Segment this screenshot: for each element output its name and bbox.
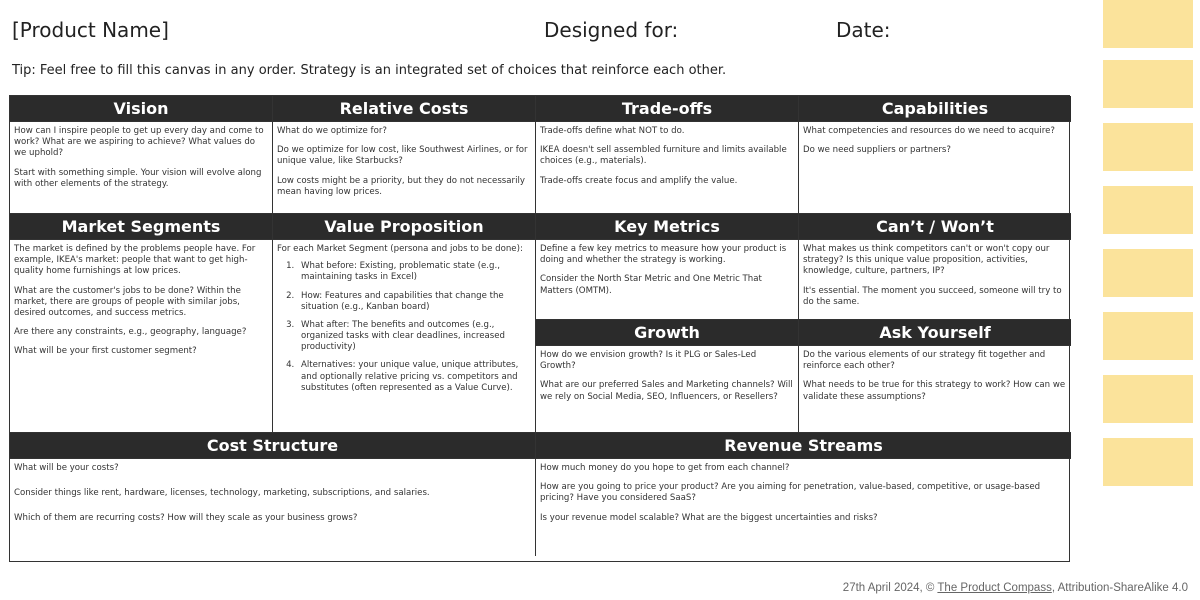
trade-offs-text: Trade-offs create focus and amplify the value. (540, 175, 738, 186)
trade-offs-title: Trade-offs (536, 96, 799, 122)
relative-costs-text: Low costs might be a priority, but they do not necessarily mean having low prices. (277, 175, 525, 197)
vision-body[interactable] (10, 122, 273, 214)
value-proposition-item: 4. Alternatives: your unique value, unique attributes, and optionally relative pricing vs. competitors and substitutes (often represented as a Value Curve). (297, 360, 531, 394)
value-proposition-item: 1. What before: Existing, problematic state (e.g., maintaining tasks in Excel) (297, 261, 531, 283)
sticky-note[interactable] (1103, 249, 1193, 297)
capabilities-title: Capabilities (799, 96, 1071, 122)
trade-offs-text: IKEA doesn't sell assembled furniture and limits available choices (e.g., materials). (540, 145, 787, 167)
date-label: Date: (836, 18, 891, 42)
copyright-symbol: © (925, 582, 935, 594)
growth-body[interactable] (536, 346, 799, 433)
cant-wont-text: What makes us think competitors can't or won't copy our strategy? Is this unique value proposition, activities, knowledge, culture, partners, IP? (803, 244, 1050, 277)
sticky-note[interactable] (1103, 375, 1193, 423)
key-metrics-text: Consider the North Star Metric and One Metric That Matters (OMTM). (540, 274, 762, 296)
growth-text: How do we envision growth? Is it PLG or Sales-Led Growth? (540, 350, 757, 372)
relative-costs-text: Do we optimize for low cost, like Southwest Airlines, or for unique value, like Starbucks? (277, 145, 528, 167)
footer-date: 27th April 2024, (842, 582, 923, 594)
growth-title: Growth (536, 320, 799, 346)
cant-wont-text: It's essential. The moment you succeed, someone will try to do the same. (803, 285, 1062, 307)
cost-structure-text: Which of them are recurring costs? How will they scale as your business grows? (14, 513, 358, 524)
key-metrics-text: Define a few key metrics to measure how your product is doing and whether the strategy is working. (540, 244, 787, 266)
value-proposition-list (277, 261, 531, 394)
tip-text: Tip: Feel free to fill this canvas in any order. Strategy is an integrated set of choices that reinforce each other. (12, 63, 727, 78)
sticky-note[interactable] (1103, 60, 1193, 108)
market-segments-title: Market Segments (10, 214, 273, 240)
market-segments-text: The market is defined by the problems people have. For example, IKEA's market: people that want to get high-quality home furnishings at low prices. (14, 244, 256, 277)
sticky-note[interactable] (1103, 123, 1193, 171)
sticky-note[interactable] (1103, 0, 1193, 48)
cost-structure-body[interactable] (10, 459, 536, 556)
value-proposition-body[interactable] (273, 240, 536, 433)
footer-attribution (843, 582, 1188, 594)
capabilities-text: Do we need suppliers or partners? (803, 145, 951, 156)
market-segments-body[interactable] (10, 240, 273, 433)
value-proposition-item: 2. How: Features and capabilities that change the situation (e.g., Kanban board) (297, 291, 531, 313)
market-segments-text: What will be your first customer segment? (14, 346, 197, 357)
revenue-streams-body[interactable] (536, 459, 1071, 556)
relative-costs-body[interactable] (273, 122, 536, 214)
trade-offs-body[interactable] (536, 122, 799, 214)
vision-title: Vision (10, 96, 273, 122)
vision-text: How can I inspire people to get up every day and come to work? What are we aspiring to achieve? What values do we uphold? (14, 126, 264, 159)
sticky-note[interactable] (1103, 312, 1193, 360)
product-compass-link[interactable]: The Product Compass (937, 582, 1052, 594)
footer-license: , Attribution-ShareAlike 4.0 (1051, 582, 1188, 594)
vision-text: Start with something simple. Your vision will evolve along with other elements of the strategy. (14, 167, 262, 189)
value-proposition-item: 3. What after: The benefits and outcomes (e.g., organized tasks with clear deadlines, increased productivity) (297, 320, 531, 354)
cant-wont-title: Can’t / Won’t (799, 214, 1071, 240)
value-proposition-intro: For each Market Segment (persona and jobs to be done): (277, 244, 523, 254)
capabilities-text: What competencies and resources do we need to acquire? (803, 126, 1055, 136)
value-proposition-title: Value Proposition (273, 214, 536, 240)
capabilities-body[interactable] (799, 122, 1071, 214)
relative-costs-title: Relative Costs (273, 96, 536, 122)
ask-yourself-text: What needs to be true for this strategy to work? How can we validate these assumptions? (803, 380, 1066, 402)
ask-yourself-text: Do the various elements of our strategy fit together and reinforce each other? (803, 350, 1046, 372)
key-metrics-body[interactable] (536, 240, 799, 320)
market-segments-text: Are there any constraints, e.g., geography, language? (14, 327, 247, 338)
cost-structure-text: What will be your costs? (14, 463, 119, 473)
revenue-streams-text: Is your revenue model scalable? What are the biggest uncertainties and risks? (540, 512, 878, 523)
cost-structure-text: Consider things like rent, hardware, licenses, technology, marketing, subscriptions, and salaries. (14, 488, 430, 499)
revenue-streams-text: How are you going to price your product? Are you aiming for penetration, value-based, competitive, or usage-based pricing? Have you considered SaaS? (540, 482, 1041, 504)
sticky-note[interactable] (1103, 186, 1193, 234)
growth-text: What are our preferred Sales and Marketing channels? Will we rely on Social Media, SEO, Influencers, or Resellers? (540, 380, 793, 402)
sticky-note[interactable] (1103, 438, 1193, 486)
revenue-streams-title: Revenue Streams (536, 433, 1071, 459)
key-metrics-title: Key Metrics (536, 214, 799, 240)
designed-for-label: Designed for: (544, 18, 679, 42)
revenue-streams-text: How much money do you hope to get from each channel? (540, 463, 790, 473)
ask-yourself-title: Ask Yourself (799, 320, 1071, 346)
cant-wont-body[interactable] (799, 240, 1071, 320)
relative-costs-text: What do we optimize for? (277, 126, 387, 136)
strategy-canvas (9, 95, 1070, 562)
market-segments-text: What are the customer's jobs to be done? Within the market, there are groups of people with similar jobs, desired outcomes, and success metrics. (14, 285, 241, 318)
ask-yourself-body[interactable] (799, 346, 1071, 433)
trade-offs-text: Trade-offs define what NOT to do. (540, 126, 685, 136)
product-name-field: [Product Name] (12, 18, 169, 42)
cost-structure-title: Cost Structure (10, 433, 536, 459)
